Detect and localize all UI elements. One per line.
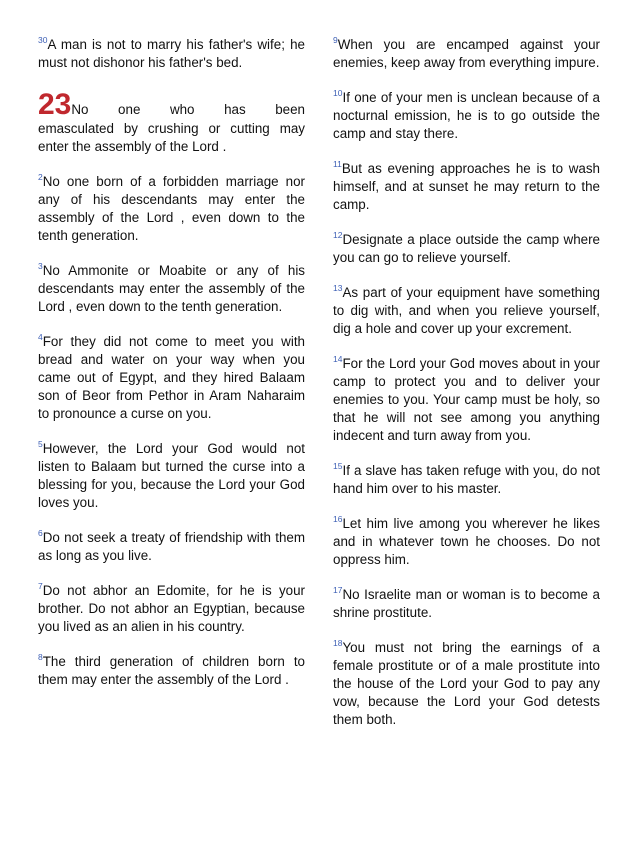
- verse-number: 8: [38, 652, 43, 662]
- verse-number: 6: [38, 528, 43, 538]
- verse-text: For they did not come to meet you with bread and water on your way when you came out of Egypt, and they hired Balaam son of Beor from Pethor in Aram Naharaim to pronounce a curse on you.: [38, 334, 305, 421]
- verse-7: [38, 582, 305, 636]
- verse-text: Do not abhor an Edomite, for he is your brother. Do not abhor an Egyptian, because you lived as an alien in his country.: [38, 583, 305, 634]
- verse-number: 10: [333, 88, 343, 98]
- verse-number: 11: [333, 159, 342, 169]
- verse-text: You must not bring the earnings of a female prostitute or of a male prostitute into the house of the Lord your God to pay any vow, because the Lord your God detests them both.: [333, 640, 600, 727]
- verse-number: 17: [333, 585, 343, 595]
- verse-text: If one of your men is unclean because of a nocturnal emission, he is to go outside the camp and stay there.: [333, 90, 600, 141]
- verse-13: [333, 284, 600, 338]
- verse-30: [38, 36, 305, 72]
- verse-text: No one born of a forbidden marriage nor any of his descendants may enter the assembly of the Lord , even down to the tenth generation.: [38, 174, 305, 243]
- verse-text: No Ammonite or Moabite or any of his descendants may enter the assembly of the Lord , even down to the tenth generation.: [38, 263, 305, 314]
- verse-15: [333, 462, 600, 498]
- right-column: [333, 36, 600, 746]
- verse-number: 13: [333, 283, 343, 293]
- verse-11: [333, 160, 600, 214]
- verse-text: When you are encamped against your enemies, keep away from everything impure.: [333, 37, 600, 70]
- verse-number: 12: [333, 230, 343, 240]
- verse-word: one: [118, 102, 141, 117]
- verse-text: But as evening approaches he is to wash himself, and at sunset he may return to the camp.: [333, 161, 600, 212]
- verse-12: [333, 231, 600, 267]
- verse-10: [333, 89, 600, 143]
- verse-number: 14: [333, 354, 343, 364]
- verse-9: [333, 36, 600, 72]
- chapter-number: 23: [38, 88, 72, 121]
- verse-5: [38, 440, 305, 512]
- verse-6: [38, 529, 305, 565]
- verse-word: has: [224, 102, 246, 117]
- verse-4: [38, 333, 305, 423]
- verse-17: [333, 586, 600, 622]
- verse-text: For the Lord your God moves about in your camp to protect you and to deliver your enemies to you. Your camp must be holy, so that he will not see among you anything indecent and turn away from you.: [333, 356, 600, 443]
- verse-text: As part of your equipment have something to dig with, and when you relieve yourself, dig a hole and cover up your excrement.: [333, 285, 600, 336]
- verse-8: [38, 653, 305, 689]
- verse-word: No: [71, 102, 89, 117]
- first-word-group: [38, 90, 89, 120]
- verse-number: 15: [333, 461, 343, 471]
- verse-2: [38, 173, 305, 245]
- verse-number: 4: [38, 332, 43, 342]
- verse-number: 18: [333, 638, 343, 648]
- verse-3: [38, 262, 305, 316]
- verse-number: 30: [38, 35, 48, 45]
- verse-text: Let him live among you wherever he likes and in whatever town he chooses. Do not oppress him.: [333, 516, 600, 567]
- verse-number: 2: [38, 172, 43, 182]
- verse-16: [333, 515, 600, 569]
- verse-word: who: [169, 102, 195, 117]
- verse-14: [333, 355, 600, 445]
- verse-text: However, the Lord your God would not listen to Balaam but turned the curse into a blessing for you, because the Lord your God loves you.: [38, 441, 305, 510]
- left-column: [38, 36, 305, 706]
- verse-number: 16: [333, 514, 343, 524]
- verse-text: Do not seek a treaty of friendship with them as long as you live.: [38, 530, 305, 563]
- verse-text: The third generation of children born to them may enter the assembly of the Lord .: [38, 654, 305, 687]
- verse-number: 9: [333, 35, 338, 45]
- verse-number: 5: [38, 439, 43, 449]
- verse-text: If a slave has taken refuge with you, do not hand him over to his master.: [333, 463, 600, 496]
- verse-text: Designate a place outside the camp where you can go to relieve yourself.: [333, 232, 600, 265]
- verse-text: No Israelite man or woman is to become a shrine prostitute.: [333, 587, 600, 620]
- verse-18: [333, 639, 600, 729]
- verse-number: 7: [38, 581, 43, 591]
- verse-text: emasculated by crushing or cutting may enter the assembly of the Lord .: [38, 121, 305, 154]
- verse-first-line: [38, 90, 305, 120]
- verse-number: 3: [38, 261, 43, 271]
- verse-word: been: [275, 102, 305, 117]
- verse-text: A man is not to marry his father's wife; he must not dishonor his father's bed.: [38, 37, 305, 70]
- verse-23-1: [38, 90, 305, 156]
